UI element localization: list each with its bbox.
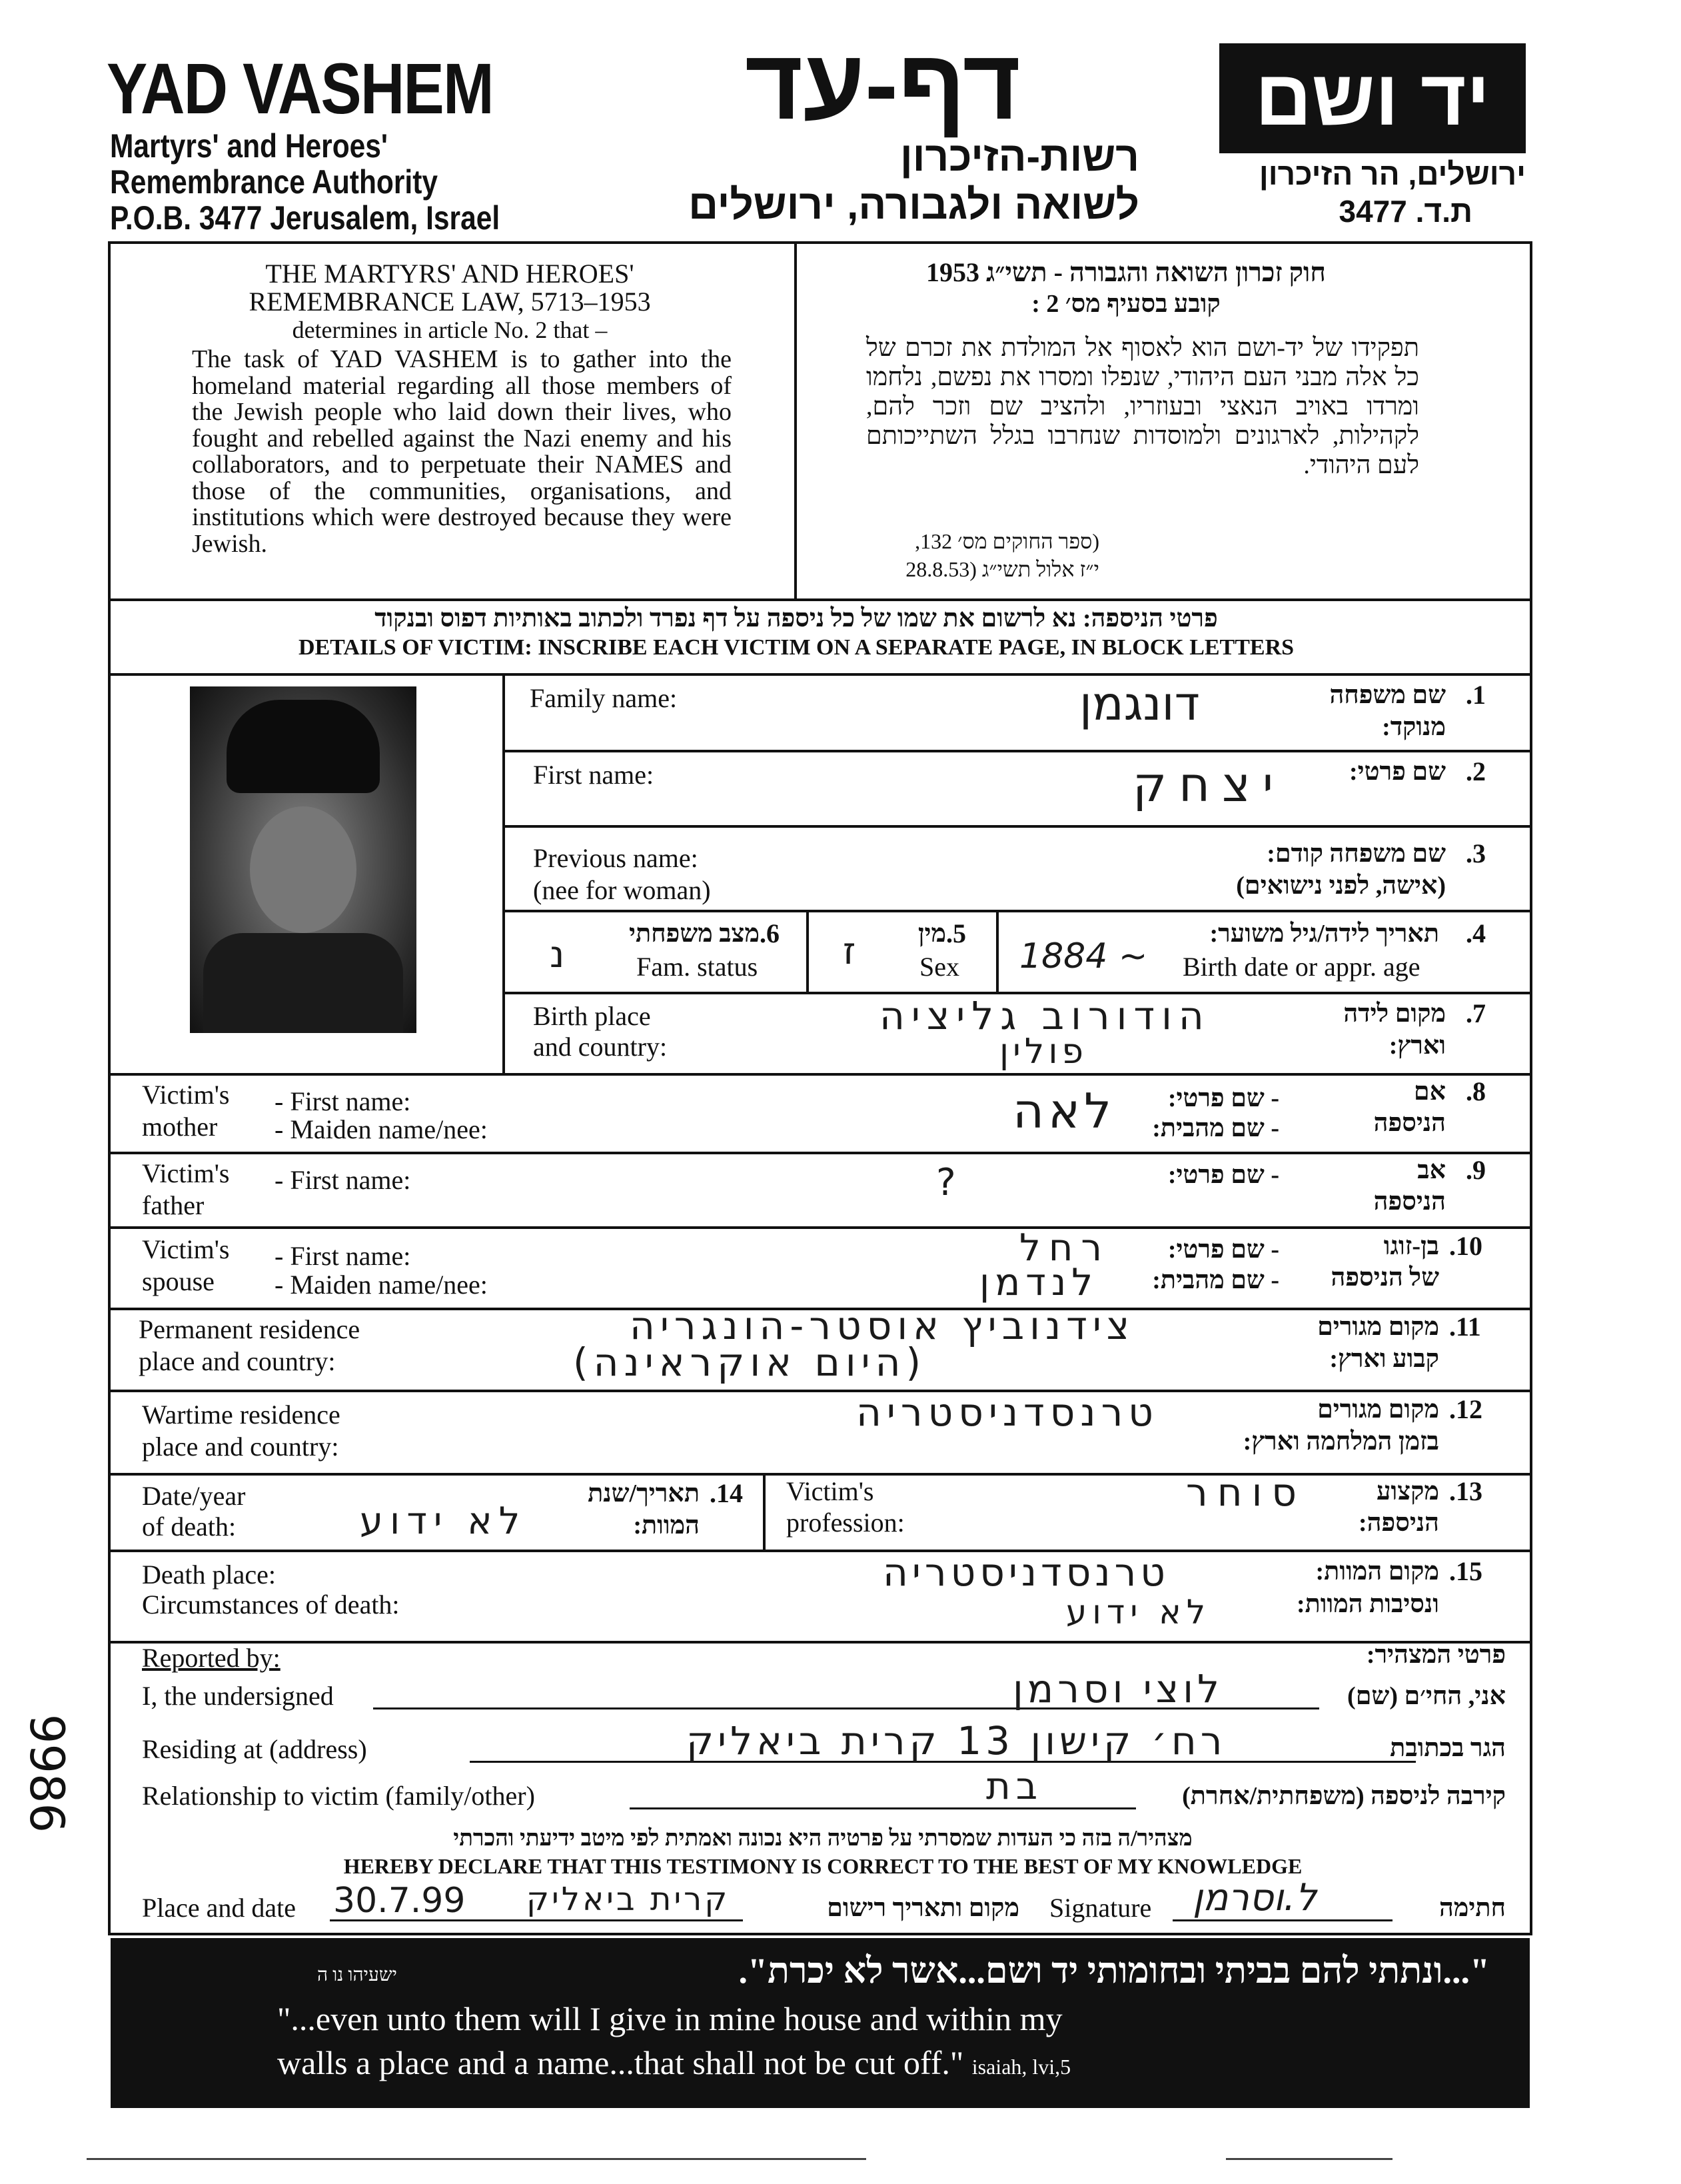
field6-value: נ bbox=[550, 933, 565, 976]
field1-value: דונגמן bbox=[1079, 676, 1200, 731]
field8-label-en2: mother bbox=[142, 1112, 218, 1142]
field3-label-en1: Previous name: bbox=[533, 843, 698, 873]
field14-label-he1: תאריך/שנת bbox=[588, 1480, 700, 1508]
place-date-label-en: Place and date bbox=[142, 1893, 296, 1923]
field10-sub1: - First name: bbox=[275, 1241, 411, 1271]
reporter-name-label-en: I, the undersigned bbox=[142, 1681, 334, 1711]
signature-label-en: Signature bbox=[1049, 1893, 1152, 1923]
field7-label-he2: וארץ: bbox=[1389, 1032, 1446, 1060]
field15-label-en2: Circumstances of death: bbox=[142, 1590, 400, 1620]
law-en bbox=[167, 260, 733, 344]
field2-number: .2 bbox=[1466, 756, 1486, 786]
place-city-value: קרית ביאליק bbox=[526, 1881, 730, 1918]
field11-label-he2: קבוע וארץ: bbox=[1329, 1345, 1439, 1373]
logo-text: יד ושם bbox=[1255, 54, 1490, 142]
form-sub-he2: לשואה ולגבורה, ירושלים bbox=[688, 182, 1139, 228]
field12-label-en1: Wartime residence bbox=[142, 1400, 340, 1430]
field9-label-en2: father bbox=[142, 1190, 205, 1220]
footer-band bbox=[111, 1938, 1530, 2108]
law-en-body: The task of YAD VASHEM is to gather into the homeland material regarding all those members of the Jewish people who laid down their lives, who fought and rebelled against the Nazi enemy and his collaborators, and to perpetuate their NAMES and those of the communities, organisations, and institutions which were destroyed because they were Jewish. bbox=[192, 345, 732, 558]
field10-sub2: - Maiden name/nee: bbox=[275, 1270, 488, 1300]
field2-label-he: שם פרטי: bbox=[1349, 758, 1446, 786]
org-name-en: YAD VASHEM bbox=[107, 48, 493, 129]
signature-value: ל.וסרמן bbox=[1193, 1876, 1317, 1919]
reporter-relation-label-en: Relationship to victim (family/other) bbox=[142, 1781, 535, 1811]
field3-label-en2: (nee for woman) bbox=[533, 875, 711, 905]
field6-label-en: Fam. status bbox=[636, 952, 758, 982]
field13-label-he1: מקצוע bbox=[1377, 1478, 1439, 1506]
field12-label-he2: בזמן המלחמה וארץ: bbox=[1243, 1428, 1439, 1456]
field7-value2: פולין bbox=[999, 1032, 1087, 1072]
law-he-title2: קובע בסעיף מס׳ 2 : bbox=[1031, 290, 1221, 318]
field13-label-en1: Victim's bbox=[786, 1476, 874, 1506]
field7-label-en1: Birth place bbox=[533, 1001, 651, 1031]
form-sub-he1: רשות-הזיכרון bbox=[900, 134, 1139, 180]
field9-label-en1: Victim's bbox=[142, 1158, 230, 1188]
field8-sub2: - Maiden name/nee: bbox=[275, 1114, 488, 1144]
footer-ref-he: ישעיהו נו ה bbox=[317, 1965, 397, 1985]
field4-label-en: Birth date or appr. age bbox=[1183, 952, 1420, 982]
reporter-relation-value: בת bbox=[986, 1765, 1043, 1808]
field7-label-en2: and country: bbox=[533, 1032, 668, 1062]
field12-value: טרנסדניסטריה bbox=[856, 1390, 1159, 1435]
org-sub2: Remembrance Authority bbox=[110, 163, 438, 201]
field5-value: ז bbox=[843, 930, 856, 973]
field3-label-he2: (אישה, לפני נישואים) bbox=[1236, 872, 1446, 900]
field14-number: .14 bbox=[710, 1478, 743, 1508]
field8-value: לאה bbox=[1013, 1083, 1116, 1139]
field3-number: .3 bbox=[1466, 838, 1486, 868]
signature-label-he: חתימה bbox=[1438, 1894, 1506, 1922]
law-he-title1: חוק זכרון השואה והגבורה - תשי״ג 1953 bbox=[926, 257, 1326, 287]
field2-value: יצחק bbox=[1133, 756, 1285, 812]
photo-face bbox=[250, 806, 356, 933]
field13-label-he2: הניספה: bbox=[1359, 1509, 1439, 1537]
field1-label-he2: מנוקד: bbox=[1382, 713, 1446, 741]
org-address: P.O.B. 3477 Jerusalem, Israel bbox=[110, 199, 500, 237]
field10-label-en2: spouse bbox=[142, 1266, 215, 1296]
field10-he-sub1: - שם פרטי: bbox=[1167, 1236, 1279, 1264]
field8-label-en1: Victim's bbox=[142, 1080, 230, 1110]
field15-value1: טרנסדניסטריה bbox=[883, 1550, 1169, 1595]
field12-label-he1: מקום מגורים bbox=[1317, 1396, 1439, 1424]
footer-ref-en: isaiah, lvi,5 bbox=[971, 2055, 1071, 2079]
logo-addr2: ת.ד. 3477 bbox=[1339, 194, 1472, 229]
place-date-label-he: מקום ותאריך רישום bbox=[827, 1894, 1019, 1922]
law-he-ref1: (ספר החוקים מס׳ 132, bbox=[915, 529, 1099, 553]
field9-value: ? bbox=[936, 1161, 956, 1204]
place-date-value: 30.7.99 bbox=[333, 1881, 466, 1921]
law-he bbox=[833, 257, 1419, 319]
field1-label-he: שם משפחה bbox=[1329, 681, 1446, 709]
reporter-address-value: רח׳ קישון 13 קרית ביאליק bbox=[686, 1718, 1227, 1763]
victim-photo bbox=[190, 686, 416, 1033]
field11-number: .11 bbox=[1449, 1312, 1481, 1342]
field9-label-he2: הניספה bbox=[1373, 1188, 1446, 1216]
field10-label-he2: של הניספה bbox=[1331, 1264, 1439, 1292]
field7-value1: הודורוב גליציה bbox=[879, 993, 1211, 1038]
field4-label-he: תאריך לידה/גיל משוער: bbox=[1209, 920, 1439, 948]
field15-number: .15 bbox=[1449, 1556, 1482, 1586]
field9-number: .9 bbox=[1466, 1155, 1486, 1185]
reporter-name-value: לוצי וסרמן bbox=[1013, 1666, 1223, 1711]
margin-note: 9986 bbox=[19, 1713, 74, 1833]
field4-number: .4 bbox=[1466, 918, 1486, 948]
field10-label-he1: בן-זוגו bbox=[1383, 1232, 1439, 1260]
field8-label-he1: אם bbox=[1413, 1078, 1446, 1106]
field14-label-en2: of death: bbox=[142, 1512, 237, 1542]
reporter-title-he: פרטי המצהיר: bbox=[1366, 1641, 1506, 1669]
footer-quote-en2 bbox=[277, 2043, 1071, 2082]
law-he-ref2: י״ז אלול תשי״ג (28.8.53 bbox=[905, 557, 1099, 581]
field13-value: סוחר bbox=[1186, 1470, 1307, 1515]
field1-label-en: Family name: bbox=[530, 683, 678, 713]
field8-he-sub1: - שם פרטי: bbox=[1167, 1084, 1279, 1112]
field15-value2: לא ידוע bbox=[1066, 1593, 1211, 1632]
reporter-address-label-en: Residing at (address) bbox=[142, 1734, 367, 1764]
logo-addr1: ירושלים, הר הזיכרון bbox=[1259, 157, 1526, 191]
field11-value1: צידנוביץ אוסטר-הונגריה bbox=[630, 1303, 1135, 1348]
bottom-line-right bbox=[1226, 2158, 1393, 2160]
field5-label-he: מין bbox=[917, 920, 946, 948]
declaration-he: מצהיר/ה בזה כי העדות שמסרתי על פרטיה היא נכונה ואמתית לפי מיטב ידיעתי והכרתי bbox=[453, 1826, 1193, 1851]
field7-label-he1: מקום לידה bbox=[1343, 1000, 1446, 1028]
field4-value: 1884 ~ bbox=[1019, 936, 1148, 976]
footer-quote-en2-text: walls a place and a name...that shall not be cut off." bbox=[277, 2044, 964, 2081]
field7-number: .7 bbox=[1466, 998, 1486, 1028]
photo-body bbox=[203, 933, 403, 1033]
details-banner-he: פרטי הניספה: נא לרשום את שמו של כל ניספה על דף נפרד ולכתוב באותיות דפוס ובנקוד bbox=[374, 604, 1218, 632]
field14-label-en1: Date/year bbox=[142, 1481, 246, 1511]
logo-box bbox=[1219, 43, 1526, 153]
field8-number: .8 bbox=[1466, 1076, 1486, 1106]
field14-label-he2: המוות: bbox=[633, 1512, 700, 1540]
field5-label-en: Sex bbox=[919, 952, 959, 982]
field12-label-en2: place and country: bbox=[142, 1432, 339, 1462]
field8-label-he2: הניספה bbox=[1373, 1109, 1446, 1137]
field14-value: לא ידוע bbox=[360, 1500, 527, 1543]
field10-value1: רחל bbox=[1019, 1226, 1111, 1270]
reporter-address-label-he: הגר בכתובת bbox=[1390, 1734, 1506, 1762]
field13-label-en2: profession: bbox=[786, 1508, 905, 1538]
field10-value2: לנדמן bbox=[979, 1261, 1099, 1304]
field6-number: .6 bbox=[760, 918, 780, 948]
bottom-line bbox=[87, 2158, 866, 2160]
field11-label-en2: place and country: bbox=[139, 1346, 336, 1376]
law-he-body: תפקידו של יד-ושם הוא לאסוף אל המולדת את זכרם של כל אלה מבני העם היהודי, שנפלו ומסרו את נפשם, נלחמו ומרדו באויב הנאצי ובעוזריו, ולהציב שם וזכר להם, לקהילות, לארגונים ולמוסדות שנחרבו בגלל השתייכותם לעם היהודי. bbox=[866, 334, 1419, 479]
field1-number: .1 bbox=[1466, 680, 1486, 710]
law-en-title2: REMEMBRANCE LAW, 5713–1953 bbox=[249, 287, 651, 317]
field10-number: .10 bbox=[1449, 1231, 1482, 1261]
field9-sub1: - First name: bbox=[275, 1165, 411, 1195]
field11-label-he1: מקום מגורים bbox=[1317, 1313, 1439, 1341]
field12-number: .12 bbox=[1449, 1394, 1482, 1424]
reporter-name-label-he: אני, החי׳ם (שם) bbox=[1347, 1682, 1506, 1710]
details-banner-en: DETAILS OF VICTIM: INSCRIBE EACH VICTIM ON A SEPARATE PAGE, IN BLOCK LETTERS bbox=[298, 635, 1295, 660]
footer-quote-en1: "...even unto them will I give in mine house and within my bbox=[277, 2000, 1063, 2037]
field11-label-en1: Permanent residence bbox=[139, 1314, 360, 1344]
field11-value2: (היום אוקראינה) bbox=[573, 1340, 927, 1385]
field3-label-he1: שם משפחה קודם: bbox=[1267, 840, 1446, 868]
field15-label-he2: ונסיבות המוות: bbox=[1296, 1590, 1439, 1618]
field8-he-sub2: - שם מהבית: bbox=[1152, 1114, 1279, 1142]
org-sub1: Martyrs' and Heroes' bbox=[110, 127, 388, 165]
law-en-title3: determines in article No. 2 that – bbox=[292, 317, 608, 343]
field8-sub1: - First name: bbox=[275, 1086, 411, 1116]
form-title-he: דף-עד bbox=[744, 28, 1021, 140]
field10-he-sub2: - שם מהבית: bbox=[1152, 1266, 1279, 1294]
photo-hat bbox=[227, 700, 380, 793]
field2-label-en: First name: bbox=[533, 760, 654, 790]
field6-label-he: מצב משפחתי bbox=[629, 920, 760, 948]
field15-label-he1: מקום המוות: bbox=[1315, 1558, 1439, 1586]
field9-he-sub1: - שם פרטי: bbox=[1167, 1161, 1279, 1189]
reporter-title-en: Reported by: bbox=[142, 1643, 280, 1673]
field13-number: .13 bbox=[1449, 1476, 1482, 1506]
footer-quote-he: "...ונתתי להם בביתי ובחומותי יד ושם...אשר לא יכרת". bbox=[738, 1951, 1490, 1991]
field15-label-en1: Death place: bbox=[142, 1560, 276, 1590]
reporter-relation-label-he: קירבה לניספה (משפחתית/אחרת) bbox=[1182, 1782, 1506, 1810]
field9-label-he1: אב bbox=[1417, 1156, 1446, 1184]
field10-label-en1: Victim's bbox=[142, 1234, 230, 1264]
field5-number: .5 bbox=[946, 918, 966, 948]
law-en-title1: THE MARTYRS' AND HEROES' bbox=[265, 259, 634, 289]
declaration-en: HEREBY DECLARE THAT THIS TESTIMONY IS CORRECT TO THE BEST OF MY KNOWLEDGE bbox=[343, 1854, 1303, 1878]
